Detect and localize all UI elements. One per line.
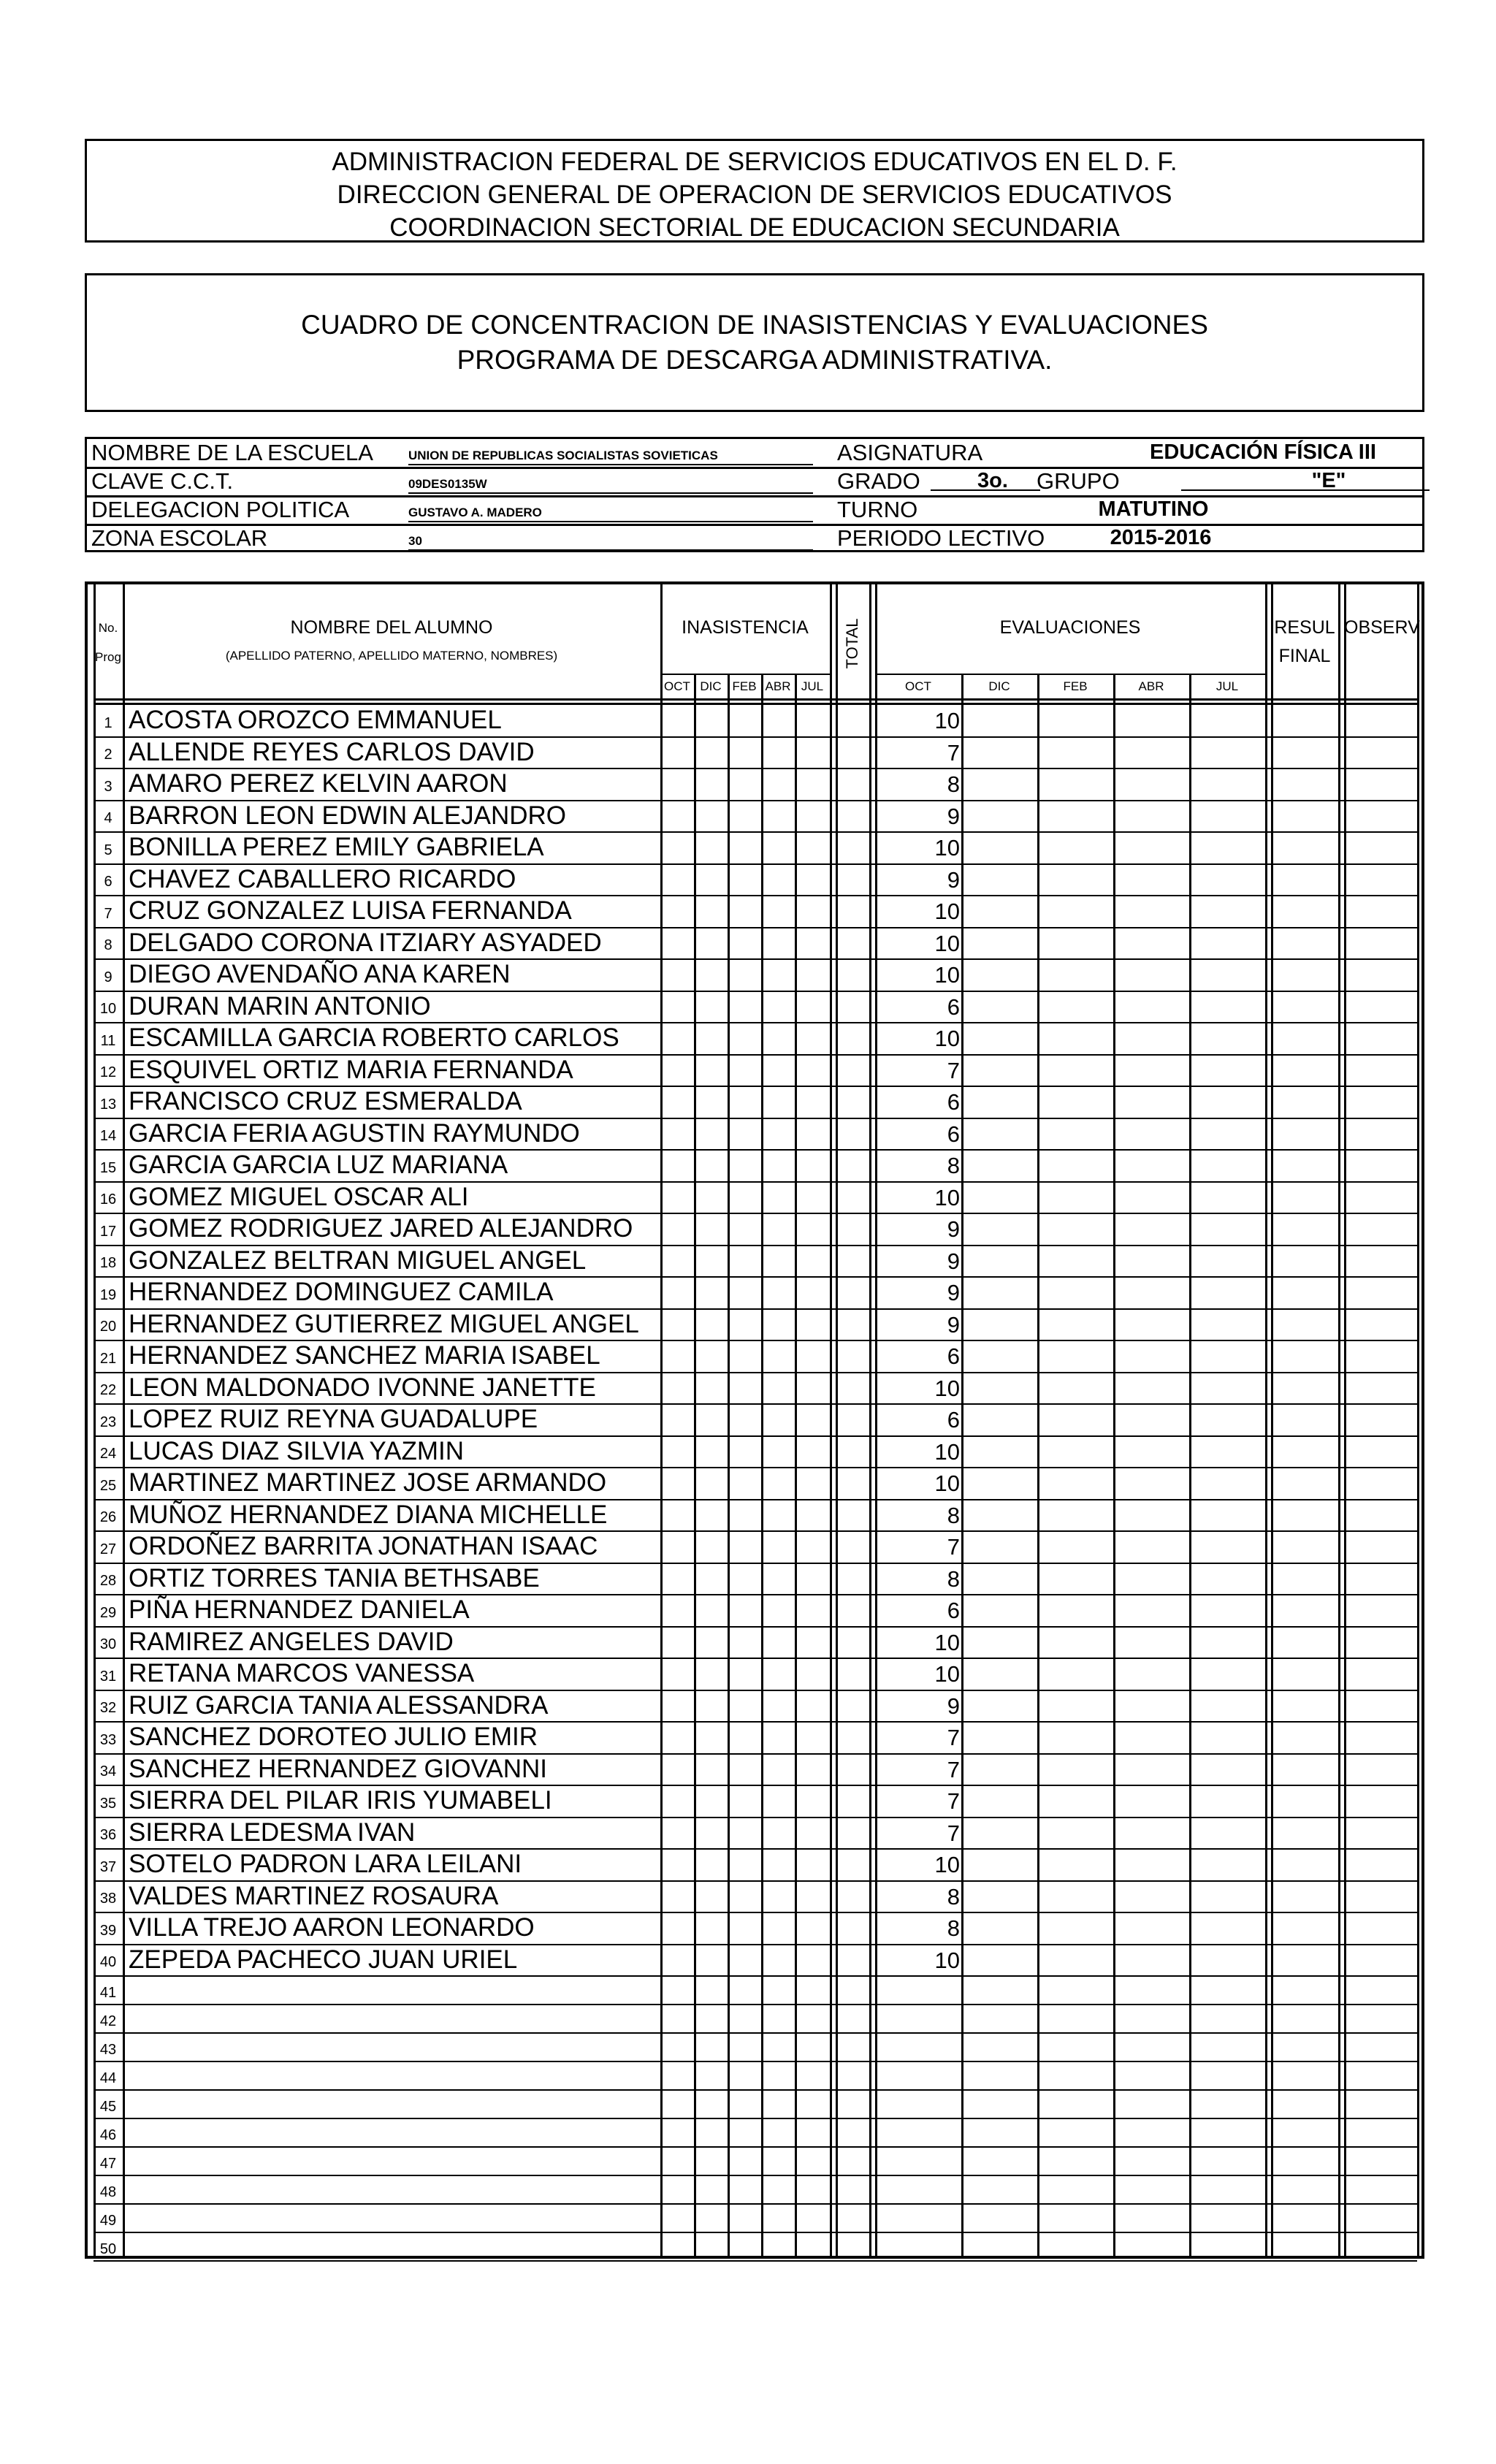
- student-name: MARTINEZ MARTINEZ JOSE ARMANDO: [129, 1468, 607, 1497]
- title-line-1: CUADRO DE CONCENTRACION DE INASISTENCIAS Y EVALUACIONES: [301, 310, 1208, 340]
- student-name: CRUZ GONZALEZ LUISA FERNANDA: [129, 896, 572, 925]
- row-number: 42: [99, 2013, 117, 2029]
- grade-oct: 7: [947, 1725, 960, 1750]
- row-number: 28: [99, 1573, 117, 1590]
- inas-month-abr: ABR: [765, 679, 791, 693]
- grade-oct: 7: [947, 1820, 960, 1846]
- row-number: 44: [99, 2070, 117, 2086]
- total-label: TOTAL: [843, 618, 861, 669]
- row-number: 2: [104, 747, 112, 763]
- grade-oct: 6: [947, 1121, 960, 1147]
- grade-oct: 8: [947, 1153, 960, 1178]
- student-name: HERNANDEZ GUTIERREZ MIGUEL ANGEL: [129, 1309, 639, 1338]
- grade-oct: 10: [934, 1661, 960, 1687]
- asignatura-label: ASIGNATURA: [837, 440, 983, 465]
- row-number: 45: [99, 2098, 117, 2115]
- student-name: ESQUIVEL ORTIZ MARIA FERNANDA: [129, 1055, 573, 1084]
- student-name: ESCAMILLA GARCIA ROBERTO CARLOS: [129, 1023, 619, 1052]
- row-number: 47: [99, 2155, 117, 2172]
- header-line-1: ADMINISTRACION FEDERAL DE SERVICIOS EDUCATIVOS EN EL D. F.: [332, 148, 1178, 176]
- eval-month-dic: DIC: [988, 679, 1010, 693]
- student-name: SOTELO PADRON LARA LEILANI: [129, 1850, 522, 1878]
- document-title: [85, 273, 1424, 412]
- student-name: ORDOÑEZ BARRITA JONATHAN ISAAC: [129, 1532, 598, 1560]
- students-table: [85, 581, 1424, 2259]
- row-number: 5: [104, 842, 112, 858]
- grade-oct: 10: [934, 1438, 960, 1465]
- resul-label: RESUL: [1274, 617, 1335, 638]
- grade-oct: 9: [947, 1693, 960, 1719]
- row-number: 20: [99, 1319, 117, 1335]
- row-number: 14: [99, 1128, 117, 1145]
- row-number: 36: [99, 1827, 117, 1844]
- row-number: 39: [99, 1922, 117, 1939]
- zona-value: 30: [408, 533, 813, 551]
- student-name: HERNANDEZ DOMINGUEZ CAMILA: [129, 1278, 554, 1306]
- student-name: RUIZ GARCIA TANIA ALESSANDRA: [129, 1690, 549, 1720]
- evaluaciones-label: EVALUACIONES: [999, 617, 1141, 638]
- inas-month-jul: JUL: [801, 679, 824, 693]
- student-name: CHAVEZ CABALLERO RICARDO: [129, 864, 516, 893]
- escuela-label: NOMBRE DE LA ESCUELA: [91, 440, 373, 465]
- row-number: 46: [99, 2127, 117, 2143]
- student-name: DELGADO CORONA ITZIARY ASYADED: [129, 928, 602, 957]
- grade-oct: 8: [947, 1565, 960, 1592]
- inas-month-dic: DIC: [700, 679, 722, 693]
- student-name: BARRON LEON EDWIN ALEJANDRO: [129, 801, 566, 830]
- student-name: HERNANDEZ SANCHEZ MARIA ISABEL: [129, 1341, 600, 1370]
- student-name: SIERRA DEL PILAR IRIS YUMABELI: [129, 1786, 552, 1815]
- row-number: 50: [99, 2240, 117, 2257]
- row-number: 41: [99, 1984, 117, 2001]
- grade-oct: 9: [947, 1216, 960, 1242]
- final-label: FINAL: [1278, 646, 1331, 666]
- student-name: SANCHEZ HERNANDEZ GIOVANNI: [129, 1754, 548, 1783]
- nombre-label: NOMBRE DEL ALUMNO: [290, 617, 493, 638]
- row-number: 26: [99, 1509, 117, 1526]
- grade-oct: 9: [947, 803, 960, 829]
- row-number: 11: [100, 1032, 116, 1049]
- student-name: VILLA TREJO AARON LEONARDO: [129, 1913, 535, 1942]
- grade-oct: 10: [934, 1629, 960, 1655]
- student-name: AMARO PEREZ KELVIN AARON: [129, 769, 508, 798]
- row-number: 25: [99, 1477, 117, 1494]
- student-name: PIÑA HERNANDEZ DANIELA: [129, 1595, 470, 1624]
- grade-oct: 8: [947, 1915, 960, 1941]
- grade-oct: 9: [947, 1248, 960, 1274]
- student-name: ORTIZ TORRES TANIA BETHSABE: [129, 1563, 540, 1593]
- grade-oct: 10: [934, 1184, 960, 1210]
- grade-oct: 8: [947, 771, 960, 797]
- grupo-label: GRUPO: [1037, 468, 1120, 494]
- row-number: 8: [104, 937, 112, 954]
- row-number: 19: [99, 1286, 117, 1303]
- student-name: DURAN MARIN ANTONIO: [129, 991, 431, 1021]
- zona-label: ZONA ESCOLAR: [91, 525, 268, 551]
- row-number: 33: [99, 1731, 117, 1748]
- inas-month-oct: OCT: [664, 679, 690, 693]
- student-name: GARCIA FERIA AGUSTIN RAYMUNDO: [129, 1118, 580, 1148]
- grade-oct: 10: [934, 962, 960, 988]
- grade-oct: 7: [947, 739, 960, 766]
- grade-oct: 9: [947, 1280, 960, 1305]
- turno-label: TURNO: [837, 497, 918, 522]
- grade-oct: 10: [934, 708, 960, 733]
- row-number: 18: [99, 1255, 117, 1272]
- student-name: ALLENDE REYES CARLOS DAVID: [129, 737, 535, 766]
- grade-oct: 9: [947, 866, 960, 893]
- eval-month-jul: JUL: [1216, 679, 1239, 693]
- student-name: LUCAS DIAZ SILVIA YAZMIN: [129, 1436, 465, 1465]
- header-line-3: COORDINACION SECTORIAL DE EDUCACION SECUNDARIA: [389, 213, 1120, 242]
- student-name: GOMEZ RODRIGUEZ JARED ALEJANDRO: [129, 1214, 633, 1243]
- grade-oct: 8: [947, 1883, 960, 1910]
- row-number: 30: [99, 1636, 117, 1653]
- row-number: 38: [99, 1891, 117, 1907]
- row-number: 37: [99, 1858, 117, 1875]
- student-name: GOMEZ MIGUEL OSCAR ALI: [129, 1182, 469, 1211]
- grade-oct: 10: [934, 1947, 960, 1973]
- grade-oct: 6: [947, 993, 960, 1020]
- inasistencia-label: INASISTENCIA: [682, 617, 809, 638]
- grupo-value: "E": [1311, 469, 1346, 492]
- student-name: FRANCISCO CRUZ ESMERALDA: [129, 1087, 522, 1115]
- row-number: 7: [104, 905, 112, 922]
- row-number: 40: [99, 1954, 117, 1971]
- student-name: VALDES MARTINEZ ROSAURA: [129, 1881, 499, 1910]
- periodo-value: 2015-2016: [1110, 526, 1212, 549]
- grade-oct: 6: [947, 1343, 960, 1369]
- cct-value: 09DES0135W: [408, 476, 813, 494]
- student-name: SANCHEZ DOROTEO JULIO EMIR: [129, 1723, 538, 1751]
- cct-label: CLAVE C.C.T.: [91, 468, 234, 494]
- row-number: 12: [99, 1064, 117, 1081]
- inas-month-feb: FEB: [732, 679, 757, 693]
- student-name: GONZALEZ BELTRAN MIGUEL ANGEL: [129, 1246, 587, 1275]
- row-number: 1: [104, 714, 112, 731]
- student-name: MUÑOZ HERNANDEZ DIANA MICHELLE: [129, 1500, 608, 1529]
- school-info: [85, 437, 1424, 552]
- row-number: 6: [104, 874, 112, 890]
- student-name: SIERRA LEDESMA IVAN: [129, 1818, 416, 1847]
- row-number: 48: [99, 2183, 117, 2200]
- grade-oct: 10: [934, 1852, 960, 1877]
- observ-label: OBSERV: [1344, 617, 1420, 638]
- grade-oct: 10: [934, 1026, 960, 1051]
- row-number: 22: [99, 1382, 117, 1399]
- row-number: 24: [99, 1446, 117, 1462]
- eval-month-oct: OCT: [905, 679, 931, 693]
- grade-oct: 10: [934, 1375, 960, 1401]
- grade-oct: 8: [947, 1502, 960, 1528]
- delegacion-value: GUSTAVO A. MADERO: [408, 505, 813, 522]
- grade-oct: 7: [947, 1756, 960, 1782]
- grade-oct: 10: [934, 930, 960, 956]
- grade-oct: 7: [947, 1057, 960, 1083]
- escuela-value: UNION DE REPUBLICAS SOCIALISTAS SOVIETICAS: [408, 448, 813, 465]
- grade-oct: 7: [947, 1534, 960, 1560]
- student-name: ZEPEDA PACHECO JUAN URIEL: [129, 1945, 518, 1974]
- grade-oct: 6: [947, 1089, 960, 1115]
- periodo-label: PERIODO LECTIVO: [837, 525, 1045, 551]
- grade-oct: 6: [947, 1598, 960, 1623]
- row-number: 31: [99, 1668, 117, 1685]
- row-number: 43: [99, 2041, 117, 2058]
- grade-oct: 7: [947, 1788, 960, 1814]
- grade-oct: 6: [947, 1407, 960, 1433]
- eval-month-feb: FEB: [1063, 679, 1088, 693]
- row-number: 34: [99, 1763, 117, 1780]
- row-number: 13: [99, 1096, 117, 1113]
- turno-value: MATUTINO: [1098, 497, 1209, 521]
- grade-oct: 10: [934, 899, 960, 924]
- row-number: 32: [99, 1700, 117, 1717]
- grado-label: GRADO: [837, 468, 920, 494]
- grade-oct: 10: [934, 1471, 960, 1496]
- student-name: BONILLA PEREZ EMILY GABRIELA: [129, 833, 544, 861]
- prog-label: Prog: [95, 650, 121, 664]
- delegacion-label: DELEGACION POLITICA: [91, 497, 350, 522]
- student-name: DIEGO AVENDAÑO ANA KAREN: [129, 960, 511, 988]
- row-number: 35: [99, 1795, 117, 1812]
- row-number: 23: [99, 1414, 117, 1430]
- eval-month-abr: ABR: [1138, 679, 1164, 693]
- student-name: GARCIA GARCIA LUZ MARIANA: [129, 1151, 508, 1179]
- row-number: 21: [99, 1350, 117, 1367]
- agency-header: [85, 139, 1424, 243]
- row-number: 15: [99, 1159, 117, 1176]
- row-number: 29: [99, 1604, 117, 1621]
- student-name: RAMIREZ ANGELES DAVID: [129, 1627, 454, 1656]
- grade-oct: 9: [947, 1311, 960, 1338]
- student-name: LOPEZ RUIZ REYNA GUADALUPE: [129, 1405, 538, 1433]
- student-name: LEON MALDONADO IVONNE JANETTE: [129, 1373, 596, 1402]
- student-name: ACOSTA OROZCO EMMANUEL: [129, 706, 502, 734]
- row-number: 17: [99, 1223, 117, 1240]
- row-number: 4: [104, 810, 112, 827]
- student-name: RETANA MARCOS VANESSA: [129, 1659, 475, 1687]
- row-number: 49: [99, 2212, 117, 2229]
- no-label: No.: [98, 621, 118, 635]
- header-line-2: DIRECCION GENERAL DE OPERACION DE SERVICIOS EDUCATIVOS: [337, 180, 1172, 209]
- asignatura-value: EDUCACIÓN FÍSICA III: [1150, 440, 1376, 464]
- nombre-sublabel: (APELLIDO PATERNO, APELLIDO MATERNO, NOMBRES): [225, 649, 558, 663]
- grado-value: 3o.: [977, 469, 1008, 492]
- row-number: 16: [99, 1191, 117, 1208]
- title-line-2: PROGRAMA DE DESCARGA ADMINISTRATIVA.: [457, 345, 1053, 375]
- row-number: 3: [104, 778, 112, 795]
- grade-oct: 10: [934, 835, 960, 861]
- row-number: 27: [99, 1541, 117, 1557]
- row-number: 9: [104, 969, 112, 985]
- row-number: 10: [99, 1001, 117, 1018]
